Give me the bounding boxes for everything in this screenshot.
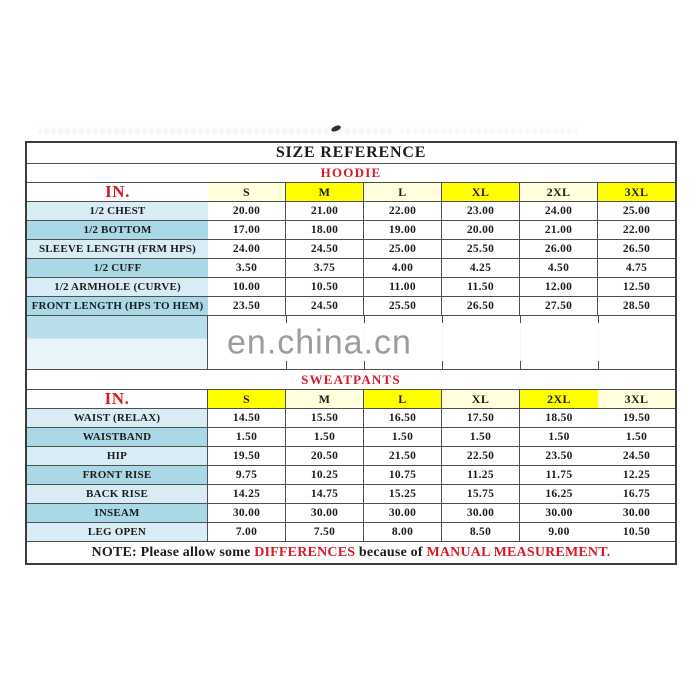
value-cell: 26.50 (442, 297, 520, 316)
value-cell: 21.50 (364, 447, 442, 466)
value-cell: 14.75 (286, 485, 364, 504)
note-text-red-2: MANUAL MEASUREMENT. (426, 544, 611, 560)
value-cell: 28.50 (598, 297, 675, 316)
value-cell: 18.50 (520, 409, 598, 428)
value-cell: 1.50 (442, 428, 520, 447)
value-cell: 9.00 (520, 523, 598, 542)
row-label: 1/2 CUFF (27, 259, 208, 278)
row-label: FRONT LENGTH (HPS TO HEM) (27, 297, 208, 316)
value-cell: 27.50 (520, 297, 598, 316)
value-cell: 24.50 (286, 240, 364, 259)
row-label: 1/2 BOTTOM (27, 221, 208, 240)
value-cell: 23.00 (442, 202, 520, 221)
value-cell: 24.00 (520, 202, 598, 221)
value-cell: 22.50 (442, 447, 520, 466)
value-cell: 25.00 (598, 202, 675, 221)
value-cell: 22.00 (598, 221, 675, 240)
value-cell: 17.50 (442, 409, 520, 428)
value-cell: 21.00 (520, 221, 598, 240)
value-cell: 10.50 (286, 278, 364, 297)
value-cell: 25.50 (364, 297, 442, 316)
value-cell: 4.50 (520, 259, 598, 278)
sweatpants-section-header: SWEATPANTS (27, 370, 675, 390)
hoodie-size-header-xl: XL (442, 183, 520, 202)
hoodie-size-header-m: M (286, 183, 364, 202)
row-label: 1/2 CHEST (27, 202, 208, 221)
value-cell: 21.00 (286, 202, 364, 221)
value-cell: 20.00 (442, 221, 520, 240)
sweatpants-size-header-m: M (286, 390, 364, 409)
value-cell: 10.50 (598, 523, 675, 542)
value-cell: 11.75 (520, 466, 598, 485)
value-cell: 3.50 (208, 259, 286, 278)
note-text-black-2: because of (355, 544, 427, 560)
value-cell: 16.75 (598, 485, 675, 504)
watermark: en.china.cn (227, 323, 412, 361)
value-cell: 30.00 (520, 504, 598, 523)
value-cell: 23.50 (208, 297, 286, 316)
table-title: SIZE REFERENCE (27, 143, 675, 164)
hoodie-size-header-s: S (208, 183, 286, 202)
sweatpants-unit-label: IN. (27, 390, 208, 409)
value-cell: 18.00 (286, 221, 364, 240)
sweatpants-size-header-l: L (364, 390, 442, 409)
row-label: SLEEVE LENGTH (FRM HPS) (27, 240, 208, 259)
value-cell: 10.25 (286, 466, 364, 485)
value-cell: 30.00 (442, 504, 520, 523)
value-cell: 25.00 (364, 240, 442, 259)
value-cell: 1.50 (520, 428, 598, 447)
value-cell: 1.50 (286, 428, 364, 447)
value-cell: 15.50 (286, 409, 364, 428)
value-cell: 9.75 (208, 466, 286, 485)
value-cell: 11.25 (442, 466, 520, 485)
value-cell: 26.00 (520, 240, 598, 259)
value-cell: 25.50 (442, 240, 520, 259)
sweatpants-size-header-xl: XL (442, 390, 520, 409)
sweatpants-size-header-s: S (208, 390, 286, 409)
value-cell: 26.50 (598, 240, 675, 259)
row-label: INSEAM (27, 504, 208, 523)
note-text-black-1: NOTE: Please allow some (91, 544, 255, 560)
value-cell: 1.50 (208, 428, 286, 447)
value-cell: 12.25 (598, 466, 675, 485)
value-cell: 16.25 (520, 485, 598, 504)
value-cell: 7.00 (208, 523, 286, 542)
value-cell: 19.50 (208, 447, 286, 466)
value-cell: 4.25 (442, 259, 520, 278)
value-cell: 17.00 (208, 221, 286, 240)
hoodie-unit-label: IN. (27, 183, 208, 202)
value-cell: 30.00 (598, 504, 675, 523)
value-cell: 19.00 (364, 221, 442, 240)
hoodie-size-header-2xl: 2XL (520, 183, 598, 202)
value-cell: 10.75 (364, 466, 442, 485)
value-cell: 16.50 (364, 409, 442, 428)
value-cell: 12.50 (598, 278, 675, 297)
value-cell: 10.00 (208, 278, 286, 297)
value-cell: 22.00 (364, 202, 442, 221)
row-label: FRONT RISE (27, 466, 208, 485)
row-label: BACK RISE (27, 485, 208, 504)
value-cell: 20.50 (286, 447, 364, 466)
hoodie-size-header-l: L (364, 183, 442, 202)
value-cell: 30.00 (208, 504, 286, 523)
row-label: WAISTBAND (27, 428, 208, 447)
value-cell: 30.00 (364, 504, 442, 523)
value-cell: 11.00 (364, 278, 442, 297)
value-cell: 24.50 (286, 297, 364, 316)
faint-watermark-smear-top-right (400, 128, 580, 134)
value-cell: 19.50 (598, 409, 675, 428)
value-cell: 1.50 (364, 428, 442, 447)
row-label: HIP (27, 447, 208, 466)
value-cell: 4.00 (364, 259, 442, 278)
hoodie-size-header-3xl: 3XL (598, 183, 675, 202)
note-row (27, 542, 675, 563)
row-label: 1/2 ARMHOLE (CURVE) (27, 278, 208, 297)
value-cell: 24.50 (598, 447, 675, 466)
value-cell: 15.25 (364, 485, 442, 504)
value-cell: 4.75 (598, 259, 675, 278)
spacer-row (27, 316, 675, 370)
sweatpants-size-header-3xl: 3XL (598, 390, 675, 409)
value-cell: 23.50 (520, 447, 598, 466)
note-text-red-1: DIFFERENCES (254, 544, 356, 560)
value-cell: 8.00 (364, 523, 442, 542)
value-cell: 24.00 (208, 240, 286, 259)
value-cell: 1.50 (598, 428, 675, 447)
spacer-label-cell (27, 316, 208, 369)
value-cell: 12.00 (520, 278, 598, 297)
size-reference-table (25, 141, 677, 565)
value-cell: 20.00 (208, 202, 286, 221)
value-cell: 14.50 (208, 409, 286, 428)
value-cell: 11.50 (442, 278, 520, 297)
hoodie-section-header: HOODIE (27, 164, 675, 183)
value-cell: 30.00 (286, 504, 364, 523)
value-cell: 15.75 (442, 485, 520, 504)
value-cell: 14.25 (208, 485, 286, 504)
row-label: WAIST (RELAX) (27, 409, 208, 428)
sweatpants-size-header-2xl: 2XL (520, 390, 598, 409)
row-label: LEG OPEN (27, 523, 208, 542)
value-cell: 3.75 (286, 259, 364, 278)
value-cell: 7.50 (286, 523, 364, 542)
value-cell: 8.50 (442, 523, 520, 542)
